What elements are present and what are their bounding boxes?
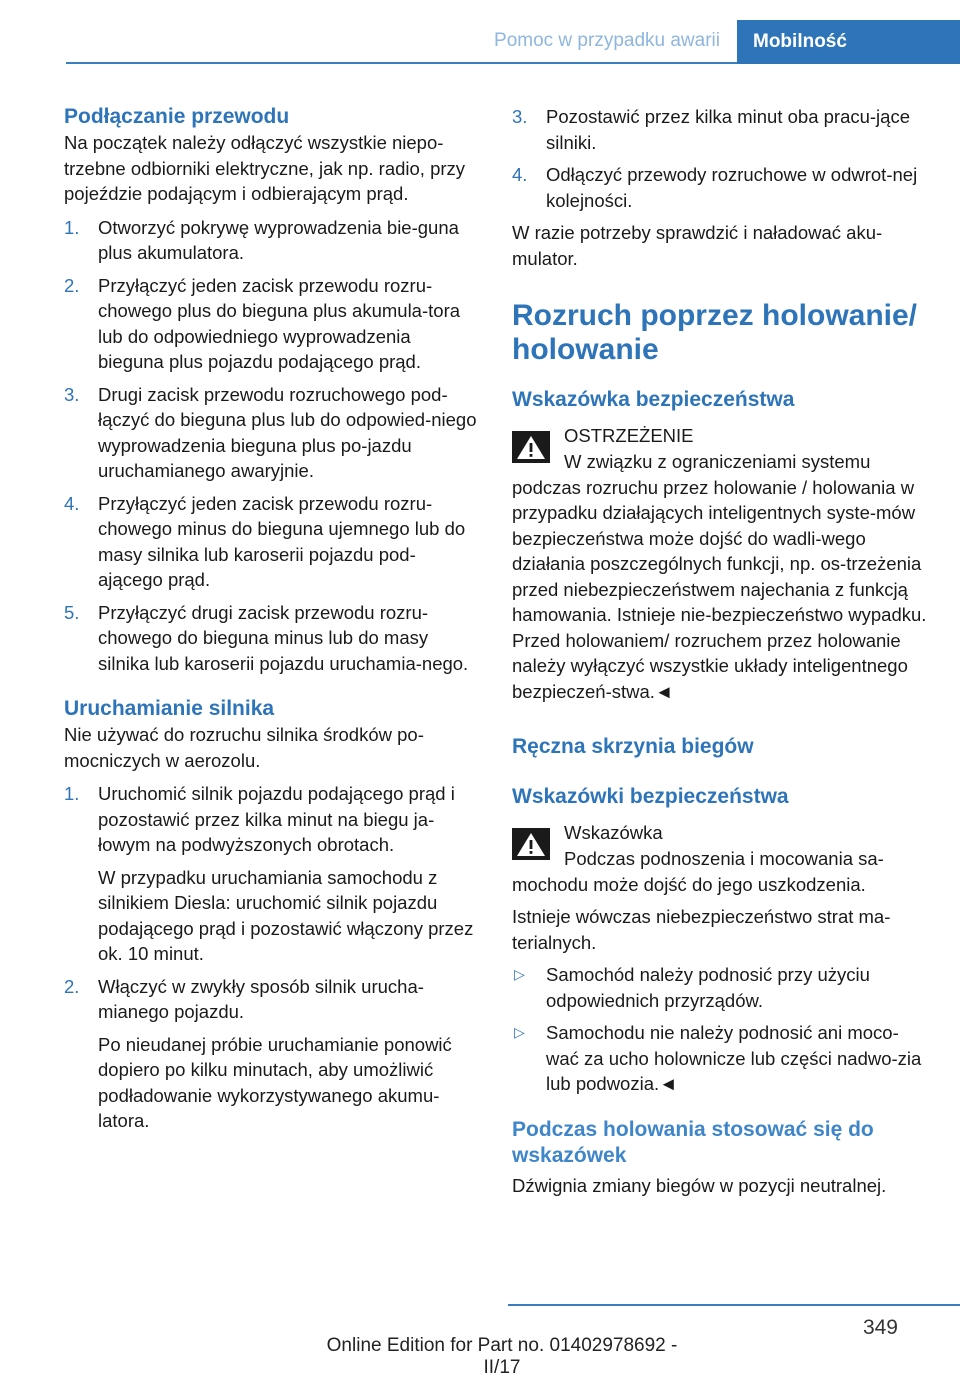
list-item <box>64 491 478 593</box>
bullet-arrow-icon: ▷ <box>514 1024 525 1040</box>
warning-triangle-icon <box>512 431 550 463</box>
note-box <box>512 820 930 872</box>
step-text: Odłączyć przewody rozruchowe w odwrot-nej kolejności. <box>546 164 918 211</box>
step-note: Po nieudanej próbie uruchamianie ponowić dopiero po kilku minutach, aby umożliwić podładowanie wykorzystywanego akumu-latora. <box>98 1033 452 1131</box>
step-text: Otworzyć pokrywę wyprowadzenia bie-guna plus akumulatora. <box>98 216 459 263</box>
heading-safety-notes: Wskazówki bezpieczeństwa <box>512 785 789 808</box>
step-text: Włączyć w zwykły sposób silnik urucha-mianego pojazdu. <box>98 975 424 1022</box>
heading-towing-notes: Podczas holowania stosować się do wskazówek <box>512 1117 874 1167</box>
warning-text: W związku z ograniczeniami systemu podczas rozruchu przez holowanie / holowania w przypadku działających inteligentnych syste-mów bezpieczeństwa może dojść do wadli-wego działania poszczególnych funkcji, np. os-trzeżenia przed niebezpieczeństwem najechania z funkcją hamowania. Istnieje nie-bezpieczeństwo wypadku. Przed holowaniem/ rozruchem przez holowanie należy wyłączyć wszystkie układy inteligentnego bezpieczeń-stwa.◄ <box>512 451 927 702</box>
step-text: Uruchomić silnik pojazdu podającego prąd i pozostawić przez kilka minut na biegu ja-łowym na podwyższonych obrotach. <box>98 783 455 855</box>
heading-connect-cable: Podłączanie przewodu <box>64 105 290 128</box>
paragraph-connect: Na początek należy odłączyć wszystkie niepo-trzebne odbiorniki elektryczne, jak np. radio, przy pojeździe podającym i odbierającym prąd. <box>64 132 466 204</box>
list-item <box>64 215 478 266</box>
step-text: Przyłączyć drugi zacisk przewodu rozru-chowego do bieguna minus lub do masy silnika lub karoserii pojazdu uruchamia-nego. <box>98 601 469 674</box>
list-item <box>512 104 930 155</box>
bullet-text: Samochód należy podnosić przy użyciu odpowiednich przyrządów. <box>546 964 870 1011</box>
note-title: Wskazówka <box>564 822 663 843</box>
list-item <box>512 1020 930 1097</box>
page-number: 349 <box>862 1316 898 1339</box>
list-item <box>64 600 478 677</box>
bullet-text: Samochodu nie należy podnosić ani moco-wać za ucho holownicze lub części nadwo-zia lub podwozia.◄ <box>546 1022 922 1094</box>
list-item <box>512 162 930 213</box>
step-number: 4. <box>512 164 528 185</box>
right-column <box>512 104 930 1198</box>
heading-tow-start: Rozruch poprzez holowanie/ holowanie <box>512 299 918 366</box>
step-number: 4. <box>64 492 80 514</box>
step-note: W przypadku uruchamiania samochodu z silnikiem Diesla: uruchomić silnik pojazdu podającego prąd i pozostawić włączony przez ok. 10 minut. <box>98 866 474 964</box>
edition-note: Online Edition for Part no. 01402978692 - II/17 <box>326 1335 678 1378</box>
heading-safety-note: Wskazówka bezpieczeństwa <box>512 388 795 411</box>
step-number: 2. <box>64 975 80 997</box>
bullet-arrow-icon: ▷ <box>514 966 525 982</box>
list-item <box>64 781 478 967</box>
list-item <box>64 974 478 1134</box>
bullet-list <box>512 962 930 1097</box>
step-number: 2. <box>64 274 80 296</box>
chapter-label: Mobilność <box>753 31 847 52</box>
connect-steps-list <box>64 215 478 677</box>
start-steps-list <box>64 781 478 1134</box>
list-item <box>64 382 478 484</box>
paragraph-start: Nie używać do rozruchu silnika środków po-mocniczych w aerozolu. <box>64 724 424 771</box>
step-text: Pozostawić przez kilka minut oba pracu-jące silniki. <box>546 106 910 153</box>
warning-title: OSTRZEŻENIE <box>564 425 694 446</box>
step-text: Drugi zacisk przewodu rozruchowego pod-łączyć do bieguna plus lub do odpowied-niego wyprowadzenia bieguna plus po-jazdu uruchamianego awaryjnie. <box>98 383 477 481</box>
header-section-title: Pomoc w przypadku awarii <box>494 30 720 51</box>
step-text: Przyłączyć jeden zacisk przewodu rozru-chowego minus do bieguna ujemnego lub do masy silnika lub karoserii pojazdu pod-ającego prąd. <box>98 492 466 590</box>
list-item <box>512 962 930 1013</box>
step-number: 1. <box>64 216 80 238</box>
step-number: 3. <box>512 106 528 127</box>
step-number: 5. <box>64 601 80 623</box>
step-number: 1. <box>64 783 80 804</box>
left-column <box>64 104 478 1134</box>
heading-manual-gearbox: Ręczna skrzynia biegów <box>512 735 754 758</box>
paragraph-risk: Istnieje wówczas niebezpieczeństwo strat ma-terialnych. <box>512 906 891 953</box>
list-item <box>64 273 478 375</box>
footer-rule <box>508 1304 960 1306</box>
warning-box <box>512 423 930 475</box>
continued-steps-list <box>512 104 930 213</box>
paragraph-neutral: Dźwignia zmiany biegów w pozycji neutralnej. <box>512 1174 887 1196</box>
note-text: Podczas podnoszenia i mocowania sa-mochodu może dojść do jego uszkodzenia. <box>512 848 884 895</box>
heading-start-engine: Uruchamianie silnika <box>64 697 275 720</box>
warning-triangle-icon <box>512 828 550 860</box>
step-number: 3. <box>64 383 80 405</box>
step-text: Przyłączyć jeden zacisk przewodu rozru-chowego plus do bieguna plus akumula-tora lub do odpowiedniego wyprowadzenia bieguna plus pojazdu podającego prąd. <box>98 274 461 372</box>
paragraph-check-battery: W razie potrzeby sprawdzić i naładować aku-mulator. <box>512 222 883 269</box>
header-chapter-tab <box>737 20 960 64</box>
